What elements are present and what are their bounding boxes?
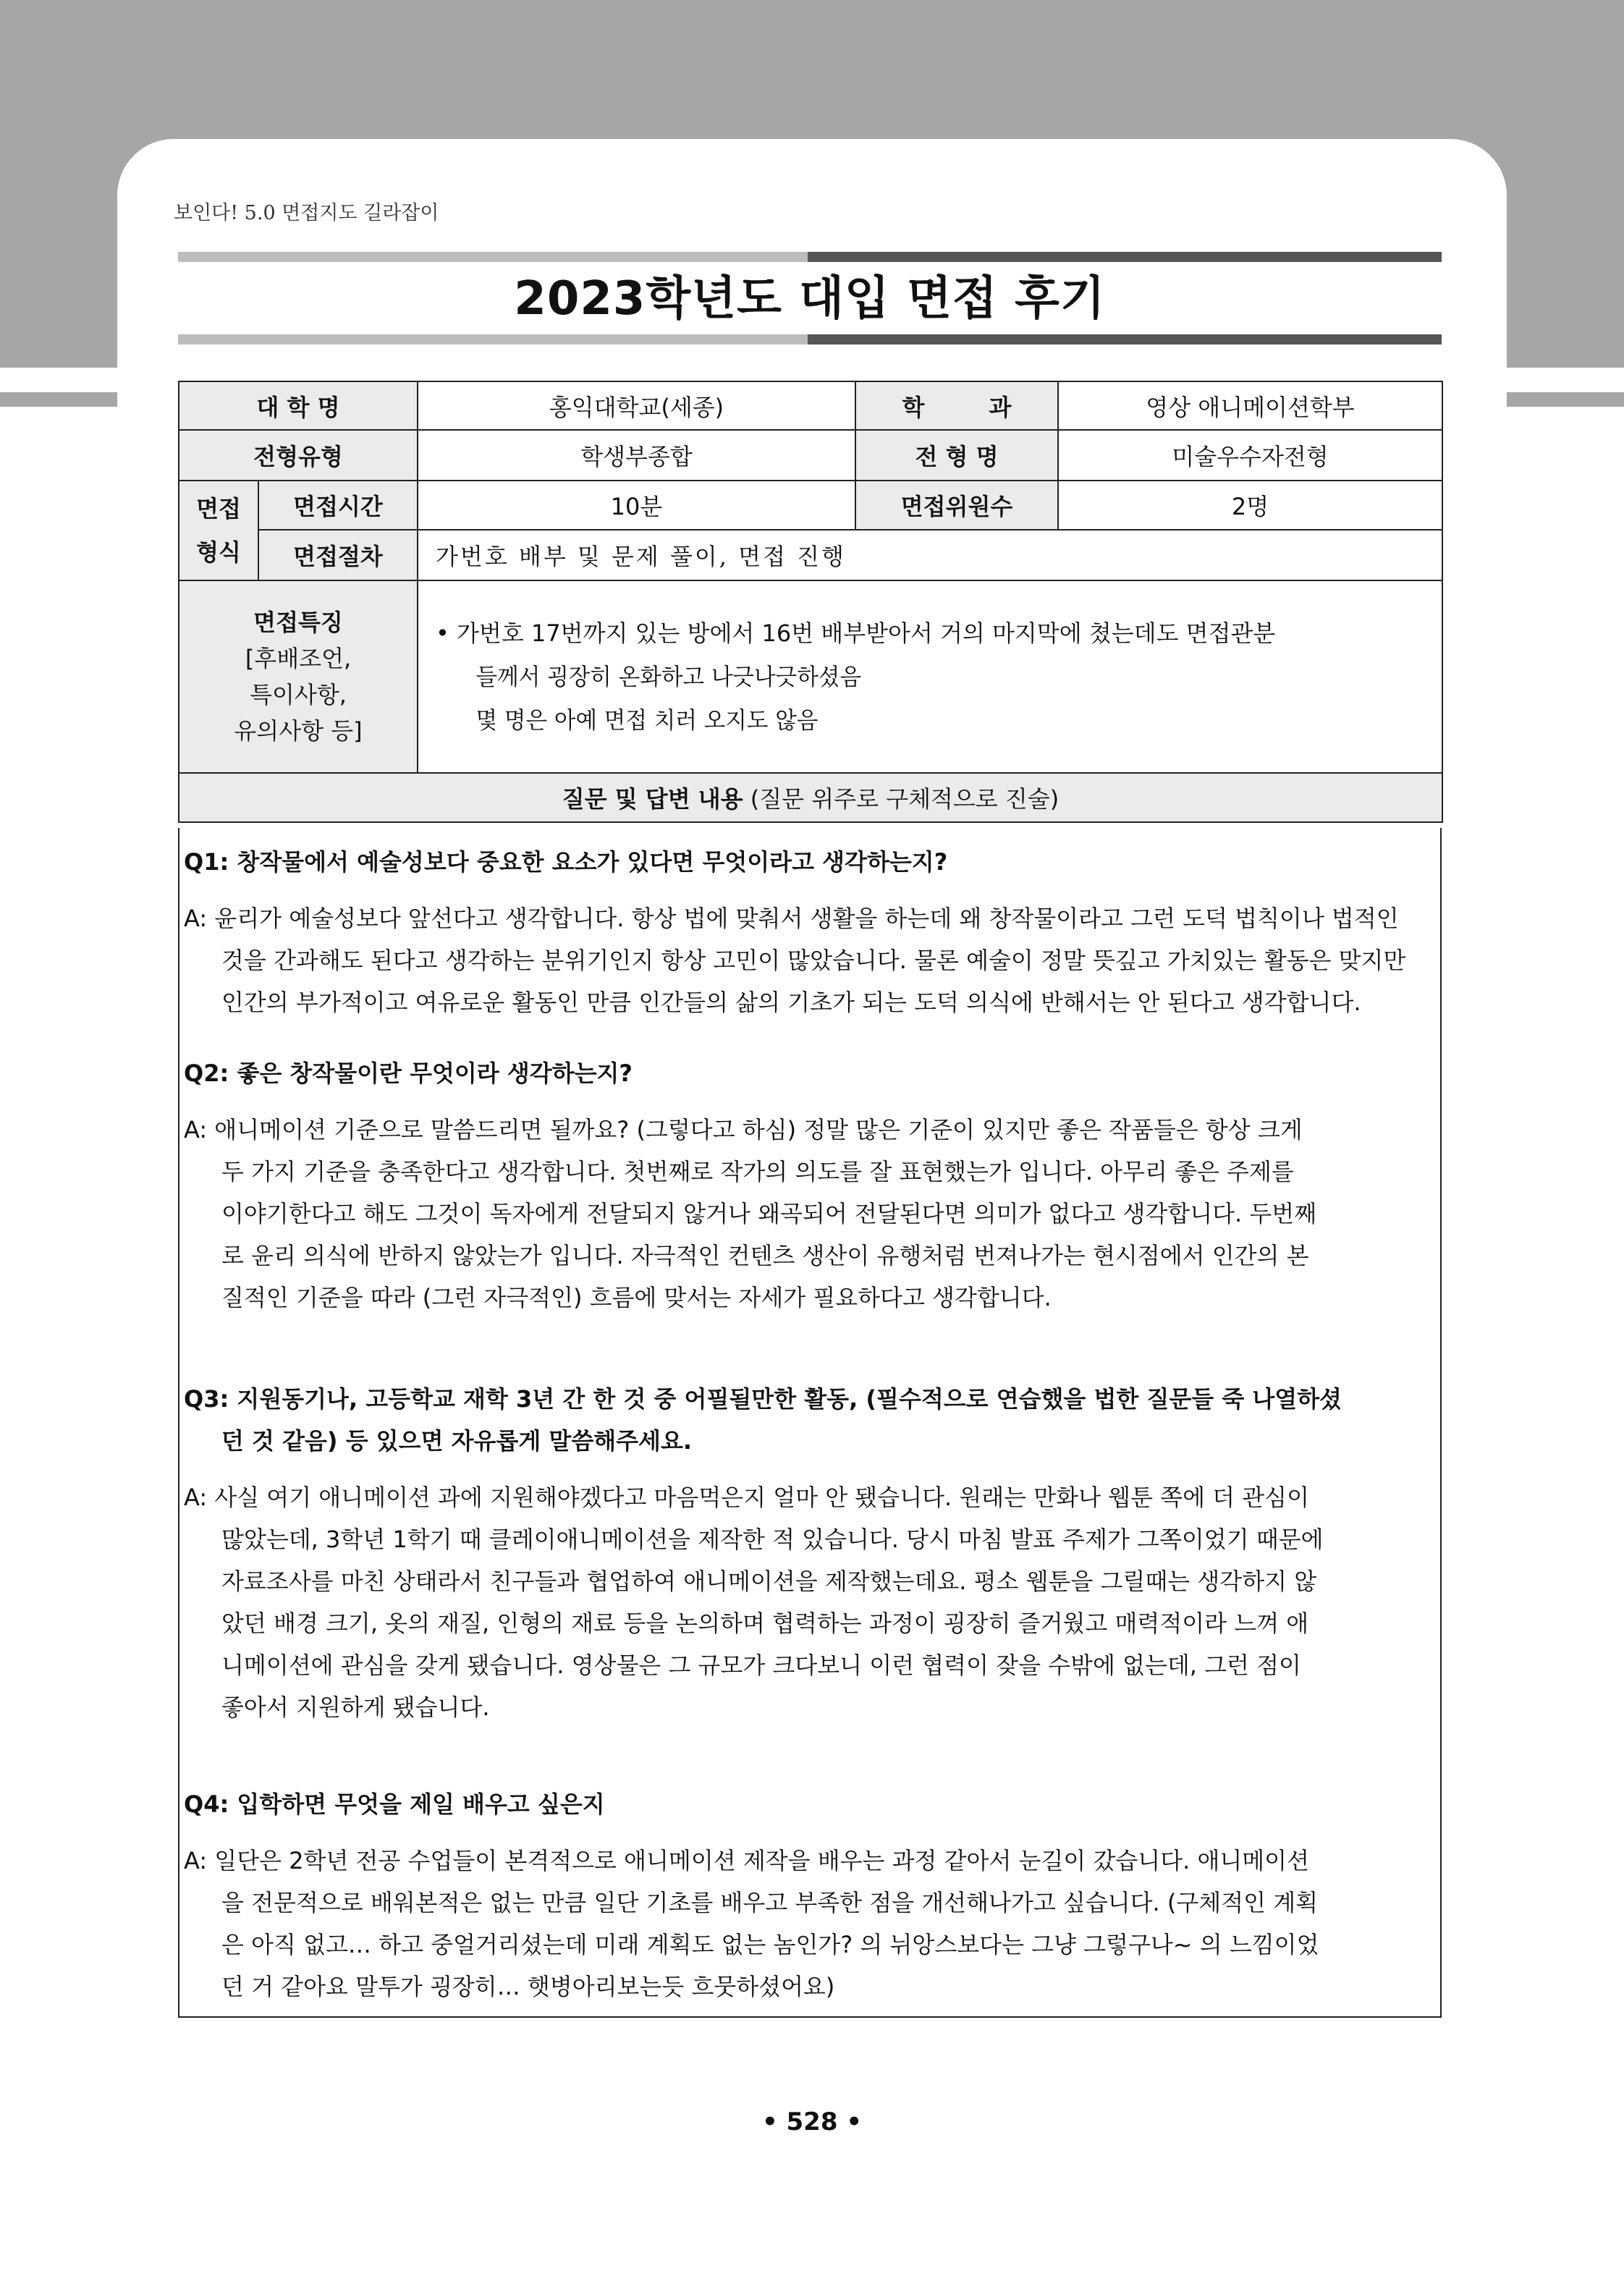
answer-1-line-1: A: 윤리가 예술성보다 앞선다고 생각합니다. 항상 법에 맞춰서 생활을 하는데 왜 창작물이라고 그런 도덕 법칙이나 법적인 xyxy=(184,905,1399,932)
page-number: • 528 • xyxy=(761,2107,863,2136)
interview-format-label xyxy=(179,481,258,580)
answer-3-line-5: 니메이션에 관심을 갖게 됐습니다. 영상물은 그 규모가 크다보니 이런 협력이 잦을 수밖에 없는데, 그런 점이 xyxy=(221,1652,1301,1679)
right-margin-bar xyxy=(1507,392,1624,407)
answer-1-line-2: 것을 간과해도 된다고 생각하는 분위기인지 항상 고민이 많았습니다. 물론 예술이 정말 뜻깊고 가치있는 활동은 맞지만 xyxy=(221,947,1406,974)
qa-content-box xyxy=(178,828,1442,2018)
page-title: 2023학년도 대입 면접 후기 xyxy=(514,272,1106,326)
question-4: Q4: 입학하면 무엇을 제일 배우고 싶은지 xyxy=(184,1790,605,1818)
answer-2-line-4: 로 윤리 의식에 반하지 않았는가 입니다. 자극적인 컨텐츠 생산이 유행처럼 번져나가는 현시점에서 인간의 본 xyxy=(221,1242,1309,1269)
question-1: Q1: 창작물에서 예술성보다 중요한 요소가 있다면 무엇이라고 생각하는지? xyxy=(184,848,948,876)
interview-features-label xyxy=(179,580,418,773)
qa-section-header xyxy=(179,773,1442,822)
interview-time-value: 10분 xyxy=(418,481,855,530)
panel-count-label: 면접위원수 xyxy=(855,481,1058,530)
answer-2-line-3: 이야기한다고 해도 그것이 독자에게 전달되지 않거나 왜곡되어 전달된다면 의미가 없다고 생각합니다. 두번째 xyxy=(221,1200,1317,1227)
interview-time-label: 면접시간 xyxy=(258,481,418,530)
features-line-3: 몇 명은 아예 면접 치러 오지도 않음 xyxy=(475,706,819,734)
admission-name-label: 전 형 명 xyxy=(855,430,1058,481)
answer-3-line-1: A: 사실 여기 애니메이션 과에 지원해야겠다고 마음먹은지 얼마 안 됐습니다. 원래는 만화나 웹툰 쪽에 더 관심이 xyxy=(184,1484,1309,1511)
left-margin-bar xyxy=(0,392,117,407)
features-line-2: 들께서 굉장히 온화하고 나긋나긋하셨음 xyxy=(475,663,862,690)
answer-4-line-1: A: 일단은 2학년 전공 수업들이 본격적으로 애니메이션 제작을 배우는 과정 같아서 눈길이 갔습니다. 애니메이션 xyxy=(184,1847,1310,1874)
admission-type-label: 전형유형 xyxy=(179,430,418,481)
answer-2-line-2: 두 가지 기준을 충족한다고 생각합니다. 첫번째로 작가의 의도를 잘 표현했는가 입니다. 아무리 좋은 주제를 xyxy=(221,1158,1294,1185)
features-label-line3: 특이사항, xyxy=(250,681,347,709)
dept-value: 영상 애니메이션학부 xyxy=(1058,381,1442,430)
answer-2-line-5: 질적인 기준을 따라 (그런 자극적인) 흐름에 맞서는 자세가 필요하다고 생각합니다. xyxy=(221,1284,1052,1311)
answer-4-line-2: 을 전문적으로 배워본적은 없는 만큼 일단 기초를 배우고 부족한 점을 개선해나가고 싶습니다. (구체적인 계획 xyxy=(221,1889,1319,1916)
qa-header-note: (질문 위주로 구체적으로 진술) xyxy=(743,785,1060,813)
format-label-line2: 형식 xyxy=(196,538,241,566)
running-head: 보인다! 5.0 면접지도 길라잡이 xyxy=(174,202,439,224)
title-rule-bottom xyxy=(178,334,1442,344)
answer-3-line-4: 았던 배경 크기, 옷의 재질, 인형의 재료 등을 논의하며 협력하는 과정이 굉장히 즐거웠고 매력적이라 느껴 애 xyxy=(221,1610,1309,1637)
answer-4-line-4: 던 거 같아요 말투가 굉장히… 햇병아리보는듯 흐뭇하셨어요) xyxy=(221,1973,835,2000)
features-label-line1: 면접특징 xyxy=(253,609,343,636)
dept-label: 학 과 xyxy=(855,381,1058,430)
admission-name-value: 미술우수자전형 xyxy=(1058,430,1442,481)
answer-3-line-6: 좋아서 지원하게 됐습니다. xyxy=(221,1694,490,1721)
interview-info-table xyxy=(178,381,1443,823)
answer-4-line-3: 은 아직 없고… 하고 중얼거리셨는데 미래 계획도 없는 놈인가? 의 뉘앙스보다는 그냥 그렇구나~ 의 느낌이었 xyxy=(221,1931,1319,1958)
features-line-1: • 가번호 17번까지 있는 방에서 16번 배부받아서 거의 마지막에 쳤는데도 면접관분 xyxy=(436,620,1276,647)
answer-1-line-3: 인간의 부가적이고 여유로운 활동인 만큼 인간들의 삶의 기초가 되는 도덕 의식에 반해서는 안 된다고 생각합니다. xyxy=(221,989,1361,1016)
features-label-line4: 유의사항 등] xyxy=(234,717,363,745)
interview-features-value xyxy=(418,580,1442,773)
panel-count-value: 2명 xyxy=(1058,481,1442,530)
interview-procedure-label: 면접절차 xyxy=(258,530,418,580)
question-3-line-2: 던 것 같음) 등 있으면 자유롭게 말씀해주세요. xyxy=(221,1427,693,1455)
admission-type-value: 학생부종합 xyxy=(418,430,855,481)
features-label-line2: [후배조언, xyxy=(245,645,352,672)
question-2: Q2: 좋은 창작물이란 무엇이라 생각하는지? xyxy=(184,1060,633,1087)
qa-header-bold: 질문 및 답변 내용 xyxy=(562,785,743,813)
answer-3-line-2: 많았는데, 3학년 1학기 때 클레이애니메이션을 제작한 적 있습니다. 당시 마침 발표 주제가 그쪽이었기 때문에 xyxy=(221,1526,1324,1553)
question-3-line-1: Q3: 지원동기나, 고등학교 재학 3년 간 한 것 중 어필될만한 활동, (필수적으로 연습했을 법한 질문들 죽 나열하셨 xyxy=(184,1385,1342,1413)
univ-value: 홍익대학교(세종) xyxy=(418,381,855,430)
title-rule-top xyxy=(178,252,1442,262)
univ-label: 대 학 명 xyxy=(179,381,418,430)
interview-procedure-value: 가번호 배부 및 문제 풀이, 면접 진행 xyxy=(418,530,1442,580)
answer-2-line-1: A: 애니메이션 기준으로 말씀드리면 될까요? (그렇다고 하심) 정말 많은 기준이 있지만 좋은 작품들은 항상 크게 xyxy=(184,1116,1303,1143)
answer-3-line-3: 자료조사를 마친 상태라서 친구들과 협업하여 애니메이션을 제작했는데요. 평소 웹툰을 그릴때는 생각하지 않 xyxy=(221,1568,1317,1595)
format-label-line1: 면접 xyxy=(196,495,241,523)
